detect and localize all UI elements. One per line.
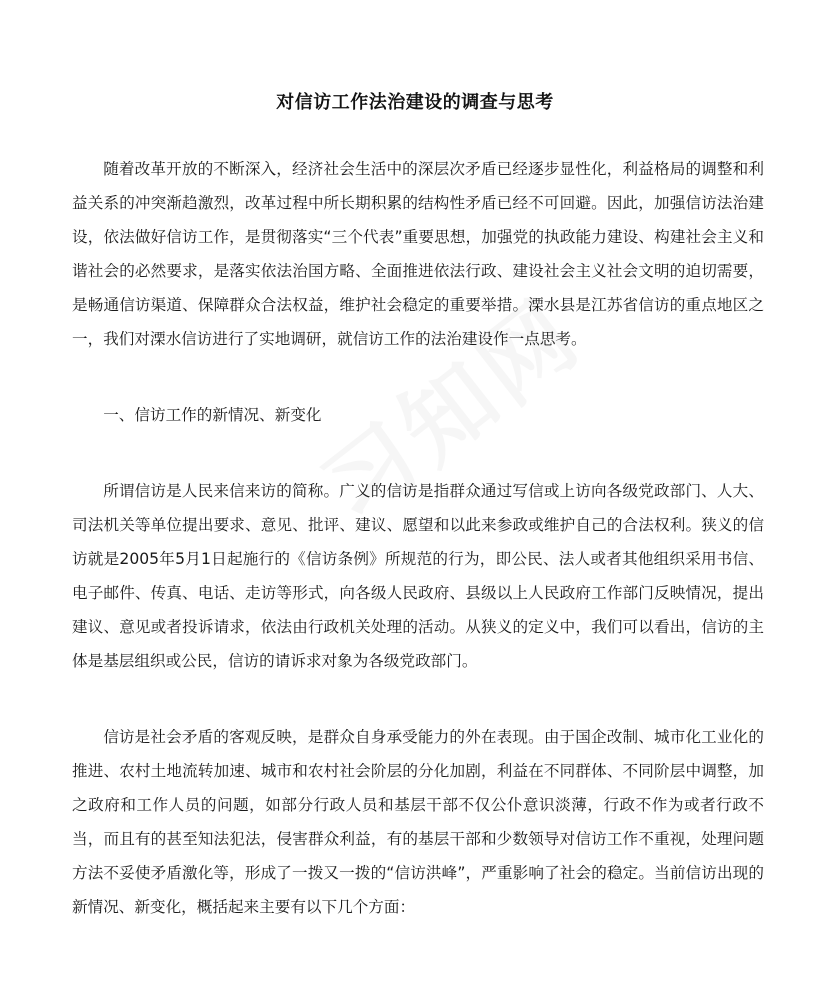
document-body — [72, 152, 764, 924]
document-title: 对信访工作法治建设的调查与思考 — [276, 92, 554, 113]
paragraph-definition: 所谓信访是人民来信来访的简称。广义的信访是指群众通过写信或上访向各级党政部门、人大、司法机关等单位提出要求、意见、批评、建议、愿望和以此来参政或维护自己的合法权利。狭义的信访就是2005年5月1日起施行的《信访条例》所规范的行为，即公民、法人或者其他组织采用书信、电子邮件、传真、电话、走访等形式，向各级人民政府、县级以上人民政府工作部门反映情况，提出建议、意见或者投诉请求，依法由行政机关处理的活动。从狭义的定义中，我们可以看出，信访的主体是基层组织或公民，信访的请诉求对象为各级党政部门。 — [72, 482, 764, 670]
section-heading-1: 一、信访工作的新情况、新变化 — [103, 406, 322, 424]
paragraph-intro: 随着改革开放的不断深入，经济社会生活中的深层次矛盾已经逐步显性化，利益格局的调整和利益关系的冲突渐趋激烈，改革过程中所长期积累的结构性矛盾已经不可回避。因此，加强信访法治建设，依法做好信访工作，是贯彻落实“三个代表”重要思想，加强党的执政能力建设、构建社会主义和谐社会的必然要求，是落实依法治国方略、全面推进依法行政、建设社会主义社会文明的迫切需要，是畅通信访渠道、保障群众合法权益，维护社会稳定的重要举措。溧水县是江苏省信访的重点地区之一，我们对溧水信访进行了实地调研，就信访工作的法治建设作一点思考。 — [72, 160, 764, 348]
paragraph-new-situation: 信访是社会矛盾的客观反映，是群众自身承受能力的外在表现。由于国企改制、城市化工业化的推进、农村土地流转加速、城市和农村社会阶层的分化加剧，利益在不同群体、不同阶层中调整，加之政府和工作人员的问题，如部分行政人员和基层干部不仅公仆意识淡薄，行政不作为或者行政不当，而且有的甚至知法犯法，侵害群众利益，有的基层干部和少数领导对信访工作不重视，处理问题方法不妥使矛盾激化等，形成了一拨又一拨的“信访洪峰”，严重影响了社会的稳定。当前信访出现的新情况、新变化，概括起来主要有以下几个方面： — [72, 728, 764, 916]
